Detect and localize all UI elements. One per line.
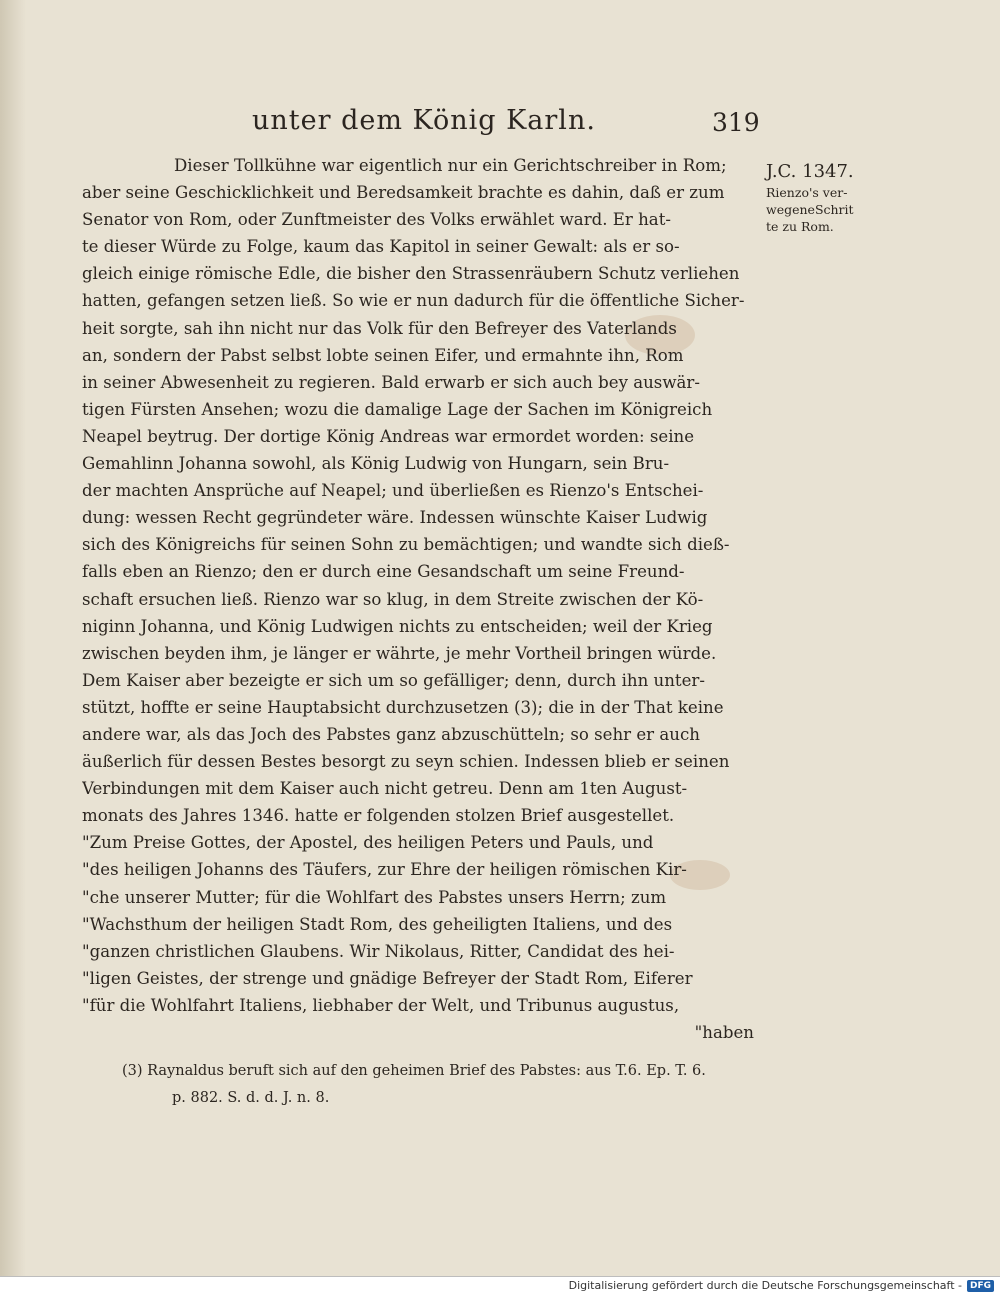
text-line: sich des Königreichs für seinen Sohn zu bemächtigen; und wandte sich dieß-	[82, 535, 730, 555]
text-line: "Zum Preise Gottes, der Apostel, des heiligen Peters und Pauls, und	[82, 833, 654, 853]
footer-bar	[0, 1276, 1000, 1296]
text-line: monats des Jahres 1346. hatte er folgenden stolzen Brief ausgestellet.	[82, 806, 675, 826]
margin-line: wegeneSchrit	[766, 202, 854, 217]
text-line: gleich einige römische Edle, die bisher den Strassenräubern Schutz verliehen	[82, 264, 740, 284]
text-line: schaft ersuchen ließ. Rienzo war so klug, in dem Streite zwischen der Kö-	[82, 589, 704, 609]
text-line: heit sorgte, sah ihn nicht nur das Volk für den Befreyer des Vaterlands	[82, 318, 677, 338]
text-line: äußerlich für dessen Bestes besorgt zu seyn schien. Indessen blieb er seinen	[82, 752, 730, 772]
text-line: Verbindungen mit dem Kaiser auch nicht getreu. Denn am 1ten August-	[82, 779, 688, 799]
text-line: der machten Ansprüche auf Neapel; und überließen es Rienzo's Entschei-	[82, 481, 704, 501]
margin-line: te zu Rom.	[766, 219, 834, 234]
text-line: "ligen Geistes, der strenge und gnädige Befreyer der Stadt Rom, Eiferer	[82, 968, 693, 988]
margin-line: Rienzo's ver-	[766, 185, 848, 200]
text-line: Dieser Tollkühne war eigentlich nur ein Gerichtschreiber in Rom;	[174, 156, 727, 175]
text-line: Senator von Rom, oder Zunftmeister des Volks erwählet ward. Er hat-	[82, 210, 671, 230]
dfg-logo-icon[interactable]: DFG	[967, 1280, 994, 1292]
text-line: aber seine Geschicklichkeit und Beredsamkeit brachte es dahin, daß er zum	[82, 183, 725, 203]
text-line: hatten, gefangen setzen ließ. So wie er nun dadurch für die öffentliche Sicher-	[82, 291, 745, 311]
text-line: zwischen beyden ihm, je länger er währte, je mehr Vortheil bringen würde.	[82, 643, 717, 663]
body-text	[82, 152, 754, 1046]
text-line: te dieser Würde zu Folge, kaum das Kapitol in seiner Gewalt: als er so-	[82, 237, 680, 257]
footnote	[122, 1058, 762, 1112]
text-line: Gemahlinn Johanna sowohl, als König Ludwig von Hungarn, sein Bru-	[82, 454, 670, 474]
text-line: "Wachsthum der heiligen Stadt Rom, des geheiligten Italiens, und des	[82, 914, 673, 934]
text-line: "ganzen christlichen Glaubens. Wir Nikolaus, Ritter, Candidat des hei-	[82, 941, 675, 961]
catchword: "haben	[694, 1023, 754, 1042]
text-line: stützt, hoffte er seine Hauptabsicht durchzusetzen (3); die in der That keine	[82, 697, 724, 717]
text-line: "für die Wohlfahrt Italiens, liebhaber der Welt, und Tribunus augustus,	[82, 995, 680, 1015]
text-line: tigen Fürsten Ansehen; wozu die damalige Lage der Sachen im Königreich	[82, 399, 713, 419]
text-line: Dem Kaiser aber bezeigte er sich um so gefälliger; denn, durch ihn unter-	[82, 670, 705, 690]
text-line: niginn Johanna, und König Ludwigen nichts zu entscheiden; weil der Krieg	[82, 616, 713, 636]
page-number: 319	[712, 108, 760, 137]
margin-note	[766, 160, 876, 235]
text-line: Neapel beytrug. Der dortige König Andreas war ermordet worden: seine	[82, 426, 695, 446]
text-line: an, sondern der Pabst selbst lobte seinen Eifer, und ermahnte ihn, Rom	[82, 345, 684, 365]
text-line: andere war, als das Joch des Pabstes ganz abzuschütteln; so sehr er auch	[82, 724, 700, 744]
funding-notice: Digitalisierung gefördert durch die Deutsche Forschungsgemeinschaft -	[568, 1279, 962, 1292]
footnote-line: p. 882. S. d. d. J. n. 8.	[172, 1090, 330, 1106]
text-line: in seiner Abwesenheit zu regieren. Bald erwarb er sich auch bey auswär-	[82, 372, 700, 392]
text-line: falls eben an Rienzo; den er durch eine Gesandschaft um seine Freund-	[82, 562, 685, 582]
running-head: unter dem König Karln.	[252, 105, 596, 136]
margin-year: J.C. 1347.	[766, 161, 854, 182]
page-binding-shadow	[0, 0, 26, 1276]
text-line: "che unserer Mutter; für die Wohlfart des Pabstes unsers Herrn; zum	[82, 887, 667, 907]
text-line: dung: wessen Recht gegründeter wäre. Indessen wünschte Kaiser Ludwig	[82, 508, 708, 528]
text-line: "des heiligen Johanns des Täufers, zur Ehre der heiligen römischen Kir-	[82, 860, 687, 880]
footnote-line: (3) Raynaldus beruft sich auf den geheimen Brief des Pabstes: aus T.6. Ep. T. 6.	[122, 1063, 706, 1079]
